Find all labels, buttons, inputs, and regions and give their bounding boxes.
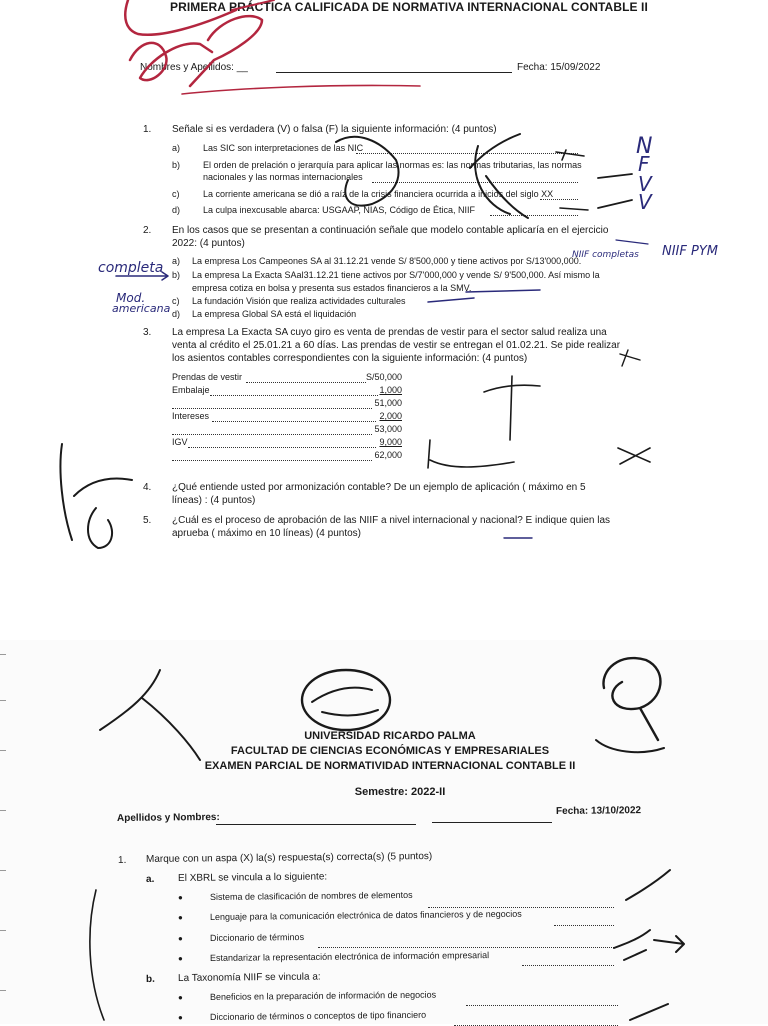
q3-row-dots bbox=[172, 425, 372, 435]
handwritten-niif-completas: NIIF completas bbox=[572, 250, 639, 260]
p2-q1-text: Marque con un aspa (X) la(s) respuesta(s) correcta(s) (5 puntos) bbox=[145, 851, 433, 865]
university-name: UNIVERSIDAD RICARDO PALMA bbox=[304, 730, 476, 742]
q1c-letter: c) bbox=[172, 189, 180, 199]
bullet: ● bbox=[178, 993, 183, 1002]
q2d-text: La empresa Global SA está el liquidación bbox=[192, 309, 357, 319]
q3-line-3: los asientos contables correspondientes con la siguiente información: (4 puntos) bbox=[172, 353, 528, 364]
xbrl-option-2-dots bbox=[554, 916, 614, 926]
q3-row-label: IGV bbox=[172, 437, 188, 447]
bullet: ● bbox=[178, 954, 183, 963]
q3-line-1: La empresa La Exacta SA cuyo giro es venta de prendas de vestir para el sector salud realiza una bbox=[172, 327, 607, 338]
exam-page-2 bbox=[0, 640, 768, 1024]
q2-number: 2. bbox=[143, 225, 152, 236]
p2-name-label: Apellidos y Nombres: bbox=[116, 811, 220, 824]
p2-date-label: Fecha: 13/10/2022 bbox=[555, 805, 642, 817]
p2-name-line-2 bbox=[432, 822, 552, 823]
q3-row-amount: 2,000 bbox=[379, 411, 402, 421]
p2-q1a-letter: a. bbox=[145, 873, 155, 885]
handwritten-americana: americana bbox=[112, 302, 171, 315]
q4-line-1: ¿Qué entiende usted por armonización contable? De un ejemplo de aplicación ( máximo en 5 bbox=[172, 482, 586, 493]
q1d-dots bbox=[490, 206, 578, 216]
q3-row-amount: 1,000 bbox=[379, 385, 402, 395]
q4-number: 4. bbox=[143, 482, 152, 493]
q1a-letter: a) bbox=[172, 143, 181, 153]
taxonomy-option-1-dots bbox=[466, 996, 618, 1006]
handwritten-answer-d: V bbox=[638, 190, 652, 214]
q1-text: Señale si es verdadera (V) o falsa (F) la siguiente información: (4 puntos) bbox=[172, 124, 497, 135]
xbrl-option-4: Estandarizar la representación electrónica de información empresarial bbox=[209, 950, 490, 963]
q1d-letter: d) bbox=[172, 205, 181, 215]
q3-row-label: Prendas de vestir bbox=[172, 372, 243, 382]
q3-row-dots bbox=[172, 451, 372, 461]
xbrl-option-3-dots bbox=[318, 938, 614, 948]
q1c-text: La corriente americana se dió a raíz de la crisis financiera ocurrida a inicios del siglo XX bbox=[203, 189, 554, 199]
q3-row-dots bbox=[188, 438, 376, 448]
q1d-text: La culpa inexcusable abarca: USGAAP, NIAS, Código de Ética, NIIF bbox=[203, 205, 475, 215]
q3-row-amount: 62,000 bbox=[374, 450, 402, 460]
taxonomy-option-2: Diccionario de términos o conceptos de tipo financiero bbox=[209, 1009, 427, 1022]
faculty-name: FACULTAD DE CIENCIAS ECONÓMICAS Y EMPRESARIALES bbox=[230, 745, 550, 757]
p2-name-line bbox=[216, 824, 416, 825]
p2-q1b-letter: b. bbox=[145, 973, 155, 985]
handwritten-mod: Mod. bbox=[116, 291, 146, 305]
taxonomy-option-2-dots bbox=[454, 1016, 618, 1026]
bullet: ● bbox=[178, 1013, 183, 1022]
q5-line-2: aprueba ( máximo en 10 líneas) (4 puntos) bbox=[172, 528, 361, 539]
xbrl-option-1-dots bbox=[428, 898, 614, 908]
bullet: ● bbox=[178, 893, 183, 902]
q1b-letter: b) bbox=[172, 160, 181, 170]
taxonomy-option-1: Beneficios en la preparación de información de negocios bbox=[209, 989, 437, 1002]
q4-line-2: líneas) : (4 puntos) bbox=[172, 495, 256, 506]
q3-row-amount: 9,000 bbox=[379, 437, 402, 447]
xbrl-option-4-dots bbox=[522, 956, 614, 966]
q3-row-dots bbox=[246, 373, 366, 383]
q5-number: 5. bbox=[143, 515, 152, 526]
xbrl-option-2: Lenguaje para la comunicación electrónica de datos financieros y de negocios bbox=[209, 908, 522, 922]
q1a-text: Las SIC son interpretaciones de las NIC bbox=[203, 143, 364, 153]
handwritten-completa: completa bbox=[98, 260, 164, 276]
xbrl-option-1: Sistema de clasificación de nombres de elementos bbox=[209, 889, 413, 902]
handwritten-niif-pym: NIIF PYM bbox=[662, 244, 718, 259]
q1a-dots bbox=[356, 144, 578, 154]
q2d-letter: d) bbox=[172, 309, 181, 319]
q2b-letter: b) bbox=[172, 270, 181, 280]
q3-number: 3. bbox=[143, 327, 152, 338]
q2a-text: La empresa Los Campeones SA al 31.12.21 vende S/ 8'500,000 y tiene activos por S/13'000,000. bbox=[192, 256, 582, 266]
handwritten-answer-a: N bbox=[636, 134, 653, 159]
q1b-dots bbox=[372, 173, 578, 183]
q2b-text-2: empresa cotiza en bolsa y presenta sus estados financieros a la SMV. bbox=[192, 283, 472, 293]
q3-line-2: venta al crédito el 25.01.21 a 60 días. Las prendas de vestir se entregan el 01.02.21. Se pide realizar bbox=[172, 340, 621, 351]
exam-title: EXAMEN PARCIAL DE NORMATIVIDAD INTERNACIONAL CONTABLE II bbox=[204, 760, 576, 772]
q2-text-2: 2022: (4 puntos) bbox=[172, 238, 245, 249]
q3-row-amount: 51,000 bbox=[374, 398, 402, 408]
q2c-text: La fundación Visión que realiza actividades culturales bbox=[192, 296, 406, 306]
p2-q1-number: 1. bbox=[117, 854, 127, 866]
q1b-text: El orden de prelación o jerarquía para aplicar las normas es: las normas tributarias, las normas bbox=[203, 160, 582, 170]
q3-row-dots bbox=[172, 399, 372, 409]
handwritten-answer-b: F bbox=[638, 152, 650, 176]
date-label: Fecha: 15/09/2022 bbox=[517, 62, 601, 73]
q2a-letter: a) bbox=[172, 256, 181, 266]
q2b-text: La empresa La Exacta SAal31.12.21 tiene activos por S/7'000,000 y vende S/ 9'500,000. Así mismo la bbox=[192, 270, 600, 280]
bullet: ● bbox=[178, 913, 183, 922]
page-gap bbox=[0, 600, 768, 640]
q3-row-amount: S/50,000 bbox=[365, 372, 402, 382]
q3-row-label: Embalaje bbox=[172, 385, 210, 395]
semester: Semestre: 2022-II bbox=[354, 786, 446, 798]
q3-row-amount: 53,000 bbox=[374, 424, 402, 434]
q1b-text-2: nacionales y las normas internacionales bbox=[203, 172, 363, 182]
q1-number: 1. bbox=[143, 124, 152, 135]
name-line bbox=[276, 72, 512, 73]
q3-row-label: Intereses bbox=[172, 411, 210, 421]
bullet: ● bbox=[178, 934, 183, 943]
handwritten-answer-c: V bbox=[638, 172, 652, 196]
p2-q1a-text: El XBRL se vincula a lo siguiente: bbox=[177, 871, 328, 884]
q5-line-1: ¿Cuál es el proceso de aprobación de las NIIF a nivel internacional y nacional? E indique quien las bbox=[172, 515, 611, 526]
q2c-letter: c) bbox=[172, 296, 180, 306]
page1-title: PRIMERA PRÁCTICA CALIFICADA DE NORMATIVA INTERNACIONAL CONTABLE II bbox=[170, 0, 648, 14]
q1c-dots bbox=[540, 190, 578, 200]
xbrl-option-3: Diccionario de términos bbox=[209, 932, 305, 943]
q2-text: En los casos que se presentan a continuación señale que modelo contable aplicaría en el ejercicio bbox=[172, 225, 609, 236]
name-label: Nombres y Apellidos: __ bbox=[140, 62, 248, 73]
p2-q1b-text: La Taxonomía NIIF se vincula a: bbox=[177, 971, 321, 984]
